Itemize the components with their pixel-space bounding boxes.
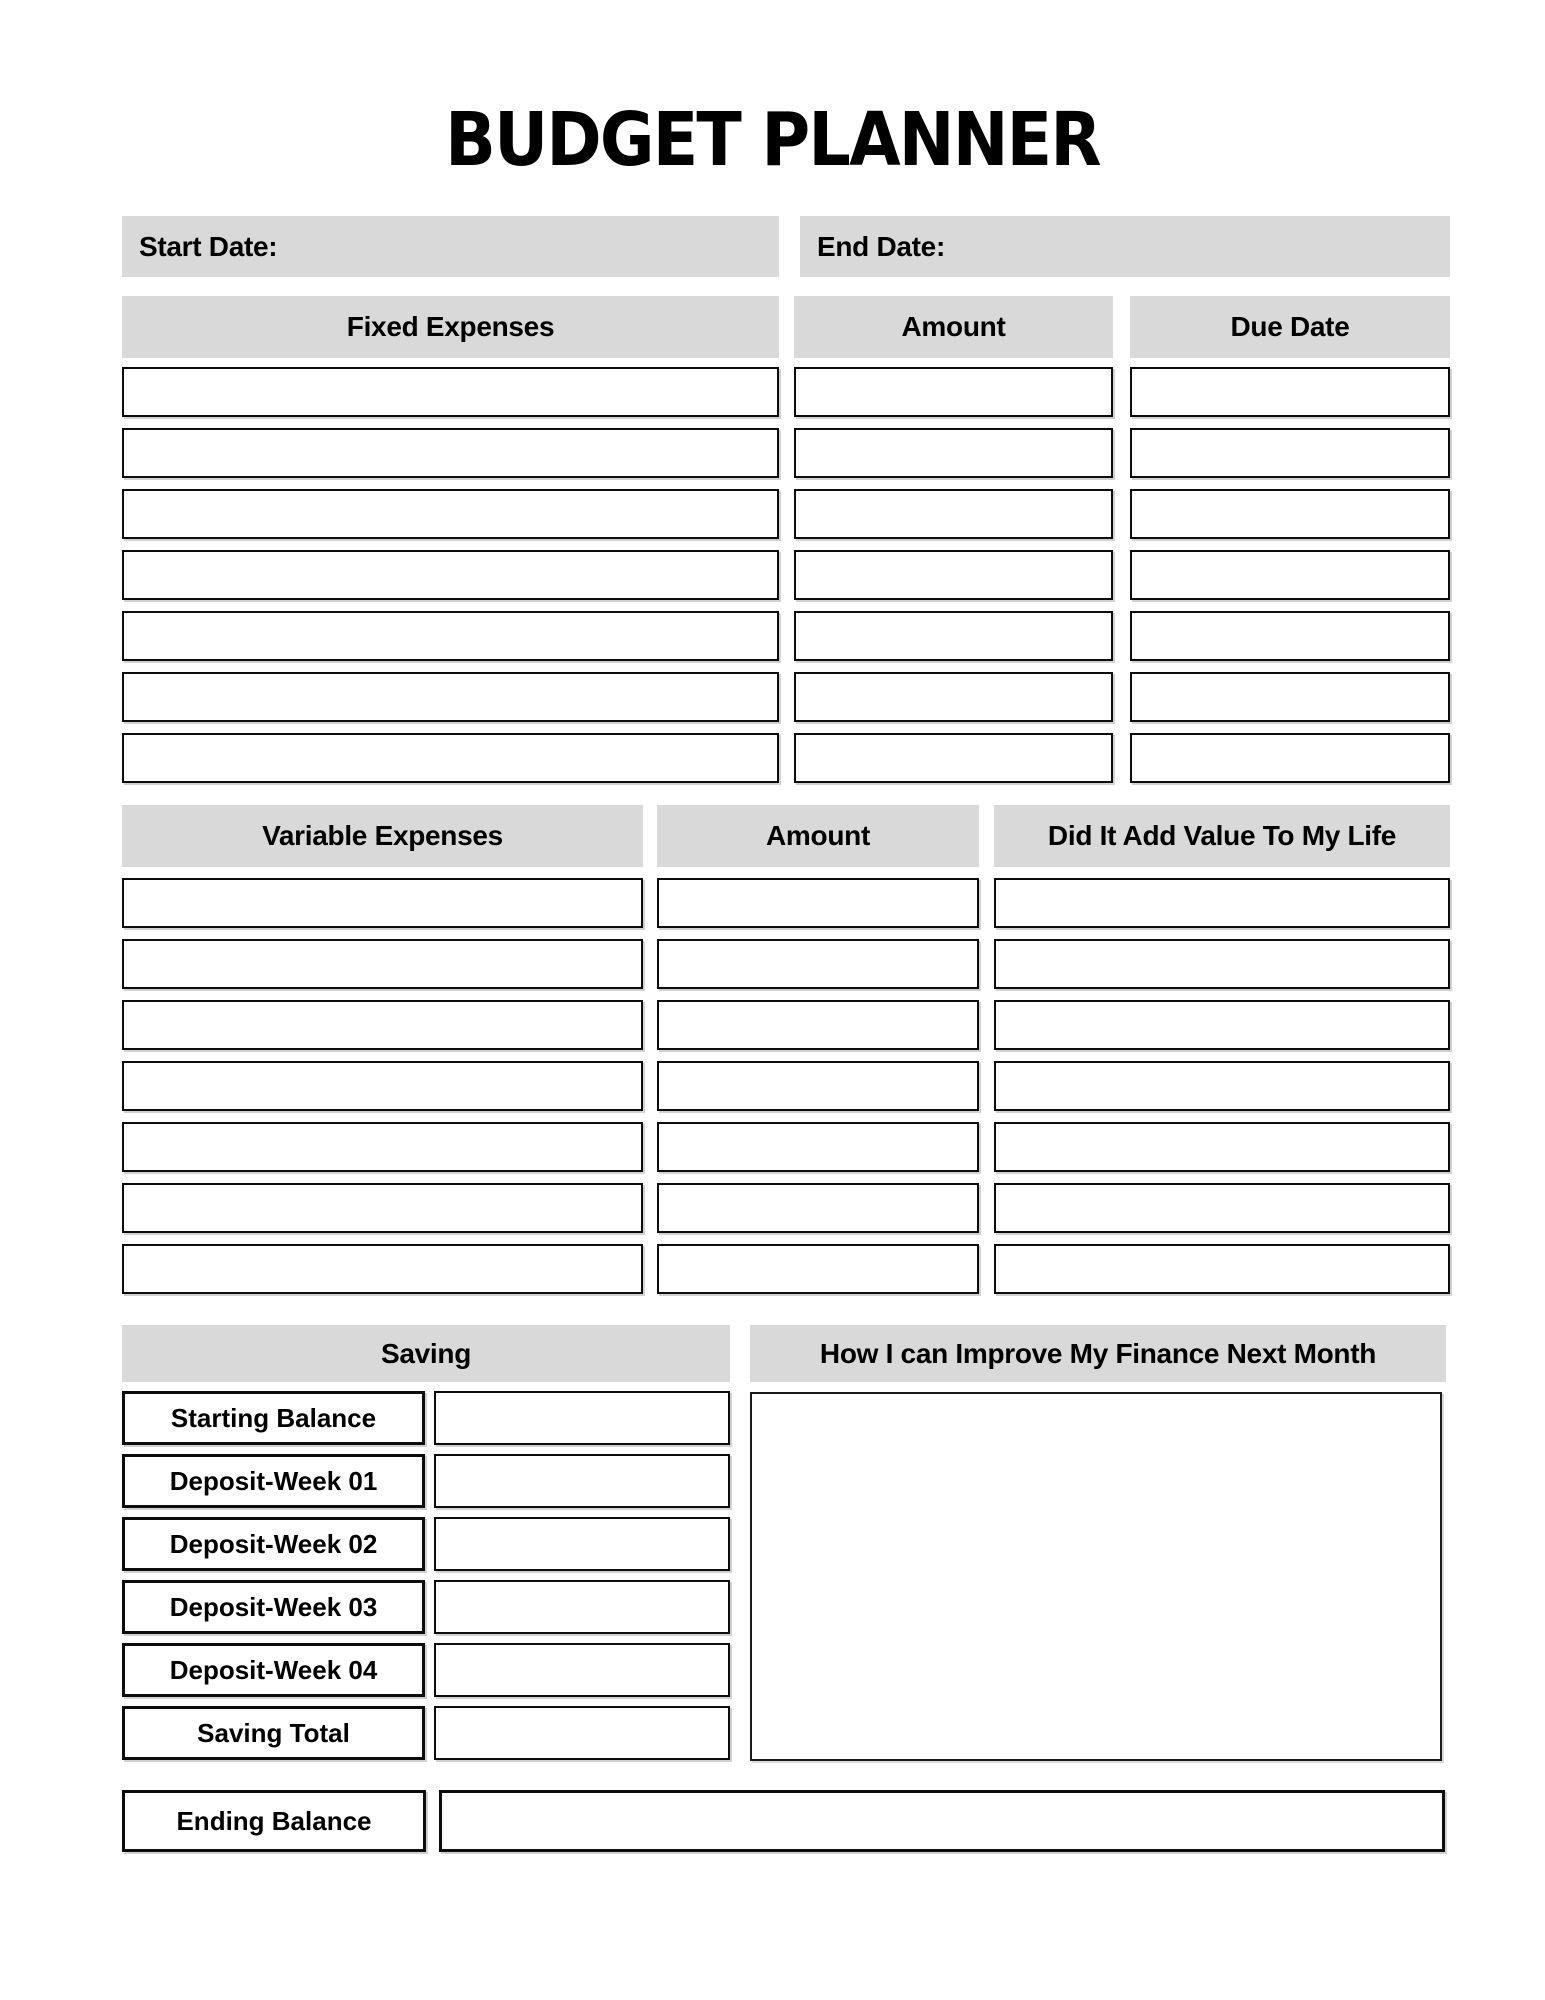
saving-row (122, 1643, 730, 1697)
fixed-expenses-rows (122, 367, 1450, 794)
date-row (122, 216, 1450, 277)
improve-finance-header: How I can Improve My Finance Next Month (750, 1325, 1446, 1382)
variable-expense-name-field[interactable] (122, 1061, 643, 1111)
fixed-expense-amount-field[interactable] (794, 367, 1113, 417)
fixed-expense-row (122, 489, 1450, 539)
deposit-week-03-label: Deposit-Week 03 (122, 1580, 425, 1634)
fixed-due-date-header: Due Date (1130, 296, 1450, 358)
fixed-expense-amount-field[interactable] (794, 733, 1113, 783)
variable-amount-header: Amount (657, 805, 979, 867)
fixed-expense-row (122, 733, 1450, 783)
deposit-week-01-label: Deposit-Week 01 (122, 1454, 425, 1508)
variable-value-header: Did It Add Value To My Life (994, 805, 1450, 867)
variable-expense-row (122, 878, 1450, 928)
variable-expense-amount-field[interactable] (657, 1183, 979, 1233)
fixed-expense-name-field[interactable] (122, 367, 779, 417)
fixed-expense-due-date-field[interactable] (1130, 489, 1450, 539)
fixed-amount-header: Amount (794, 296, 1113, 358)
start-date-field[interactable] (122, 216, 779, 277)
fixed-expense-row (122, 611, 1450, 661)
variable-expense-value-field[interactable] (994, 1122, 1450, 1172)
variable-expense-value-field[interactable] (994, 1000, 1450, 1050)
saving-rows (122, 1391, 730, 1769)
variable-expense-name-field[interactable] (122, 1122, 643, 1172)
saving-row (122, 1454, 730, 1508)
variable-expense-amount-field[interactable] (657, 1122, 979, 1172)
fixed-expense-due-date-field[interactable] (1130, 550, 1450, 600)
fixed-expense-amount-field[interactable] (794, 550, 1113, 600)
fixed-expense-name-field[interactable] (122, 550, 779, 600)
fixed-expense-due-date-field[interactable] (1130, 733, 1450, 783)
end-date-label: End Date: (817, 230, 945, 262)
ending-balance-value-field[interactable] (439, 1790, 1445, 1852)
variable-expense-amount-field[interactable] (657, 878, 979, 928)
fixed-expense-row (122, 672, 1450, 722)
fixed-expense-due-date-field[interactable] (1130, 611, 1450, 661)
variable-expenses-headers (122, 805, 1450, 867)
variable-expense-name-field[interactable] (122, 1183, 643, 1233)
ending-balance-label: Ending Balance (122, 1790, 426, 1852)
fixed-expense-name-field[interactable] (122, 672, 779, 722)
fixed-expense-amount-field[interactable] (794, 672, 1113, 722)
fixed-expense-name-field[interactable] (122, 428, 779, 478)
variable-expense-name-field[interactable] (122, 1000, 643, 1050)
variable-expense-name-field[interactable] (122, 1244, 643, 1294)
deposit-week-04-label: Deposit-Week 04 (122, 1643, 425, 1697)
variable-expense-amount-field[interactable] (657, 1244, 979, 1294)
fixed-expenses-header: Fixed Expenses (122, 296, 779, 358)
starting-balance-value-field[interactable] (434, 1391, 730, 1445)
saving-row (122, 1706, 730, 1760)
deposit-week-04-value-field[interactable] (434, 1643, 730, 1697)
saving-row (122, 1580, 730, 1634)
ending-balance-row (122, 1790, 1450, 1852)
fixed-expense-amount-field[interactable] (794, 489, 1113, 539)
variable-expense-value-field[interactable] (994, 939, 1450, 989)
saving-row (122, 1391, 730, 1445)
fixed-expenses-headers (122, 296, 1450, 358)
variable-expenses-header: Variable Expenses (122, 805, 643, 867)
deposit-week-03-value-field[interactable] (434, 1580, 730, 1634)
saving-total-value-field[interactable] (434, 1706, 730, 1760)
variable-expense-value-field[interactable] (994, 878, 1450, 928)
variable-expense-value-field[interactable] (994, 1183, 1450, 1233)
variable-expense-row (122, 1122, 1450, 1172)
fixed-expense-name-field[interactable] (122, 489, 779, 539)
deposit-week-02-value-field[interactable] (434, 1517, 730, 1571)
start-date-label: Start Date: (139, 230, 278, 262)
improve-finance-note-field[interactable] (750, 1392, 1442, 1761)
variable-expense-amount-field[interactable] (657, 1000, 979, 1050)
variable-expense-row (122, 1000, 1450, 1050)
saving-total-label: Saving Total (122, 1706, 425, 1760)
variable-expense-value-field[interactable] (994, 1061, 1450, 1111)
fixed-expense-row (122, 428, 1450, 478)
variable-expenses-rows (122, 878, 1450, 1305)
end-date-field[interactable] (800, 216, 1450, 277)
fixed-expense-row (122, 550, 1450, 600)
fixed-expense-name-field[interactable] (122, 611, 779, 661)
variable-expense-row (122, 1244, 1450, 1294)
variable-expense-row (122, 1183, 1450, 1233)
fixed-expense-due-date-field[interactable] (1130, 672, 1450, 722)
fixed-expense-row (122, 367, 1450, 417)
variable-expense-amount-field[interactable] (657, 939, 979, 989)
saving-row (122, 1517, 730, 1571)
page-title: BUDGET PLANNER (445, 97, 1100, 183)
fixed-expense-due-date-field[interactable] (1130, 428, 1450, 478)
fixed-expense-amount-field[interactable] (794, 611, 1113, 661)
fixed-expense-amount-field[interactable] (794, 428, 1113, 478)
starting-balance-label: Starting Balance (122, 1391, 425, 1445)
saving-header: Saving (122, 1325, 730, 1382)
variable-expense-name-field[interactable] (122, 878, 643, 928)
variable-expense-value-field[interactable] (994, 1244, 1450, 1294)
deposit-week-01-value-field[interactable] (434, 1454, 730, 1508)
deposit-week-02-label: Deposit-Week 02 (122, 1517, 425, 1571)
fixed-expense-name-field[interactable] (122, 733, 779, 783)
variable-expense-name-field[interactable] (122, 939, 643, 989)
variable-expense-row (122, 1061, 1450, 1111)
fixed-expense-due-date-field[interactable] (1130, 367, 1450, 417)
variable-expense-row (122, 939, 1450, 989)
variable-expense-amount-field[interactable] (657, 1061, 979, 1111)
